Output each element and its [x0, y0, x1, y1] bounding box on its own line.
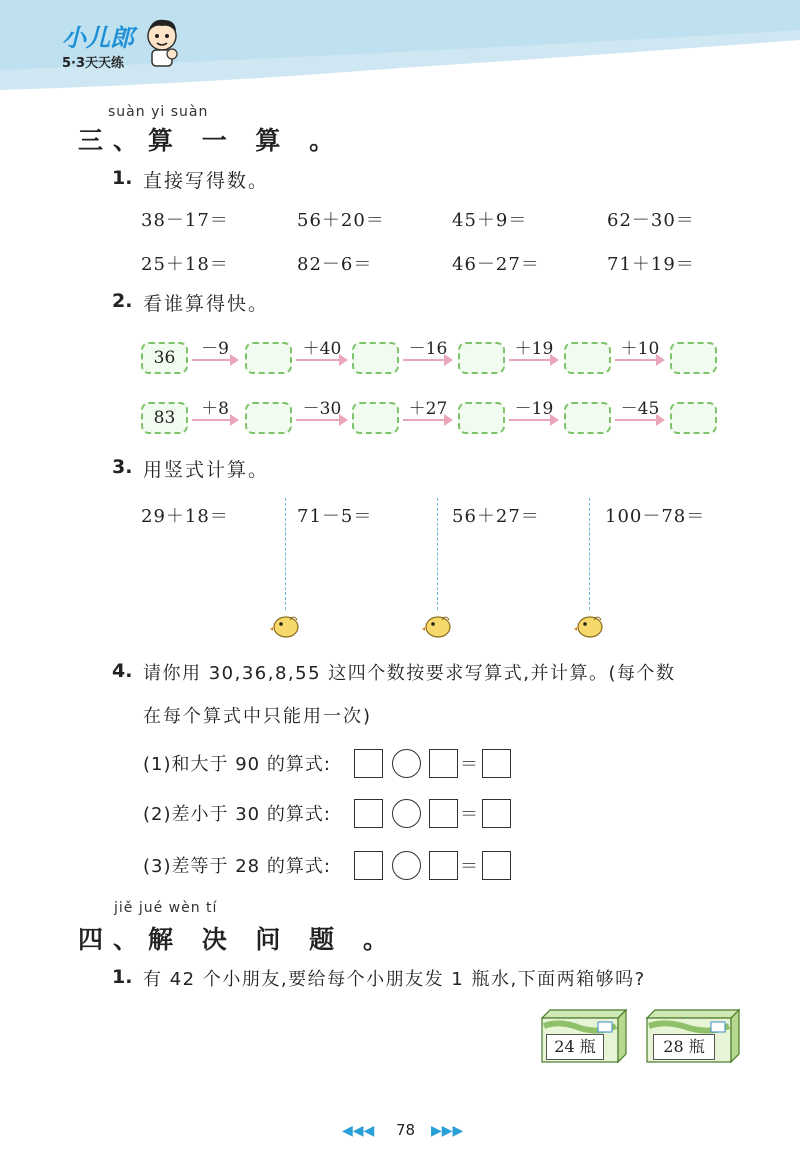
operator-circle[interactable]	[392, 851, 421, 880]
section3-title: 三、算 一 算 。	[78, 126, 345, 155]
operand-box[interactable]	[354, 749, 383, 778]
calc-expr: 45＋9＝	[452, 210, 528, 231]
page-number: 78	[396, 1121, 416, 1139]
chain1-op: －9	[201, 339, 229, 359]
next-arrows-icon: ▶▶▶	[431, 1123, 464, 1139]
answer-box[interactable]	[670, 342, 717, 374]
q3-number: 3.	[112, 456, 133, 478]
answer-box[interactable]	[245, 342, 292, 374]
chain-arrow	[296, 419, 346, 421]
answer-box[interactable]	[245, 402, 292, 434]
chain-arrow	[615, 359, 663, 361]
s4-q1-number: 1.	[112, 966, 133, 988]
result-box[interactable]	[482, 749, 511, 778]
result-box[interactable]	[482, 851, 511, 880]
q4-item-label: (1)和大于 90 的算式:	[143, 754, 331, 775]
calc-expr: 62－30＝	[607, 210, 695, 231]
chain-arrow	[509, 419, 557, 421]
chick-icon	[422, 610, 454, 640]
operand-box[interactable]	[429, 799, 458, 828]
chain2-start-box: 83	[141, 402, 188, 434]
section4-title: 四、解 决 问 题 。	[78, 925, 398, 954]
calc-expr: 46－27＝	[452, 254, 540, 275]
chain2-op: －19	[514, 399, 554, 419]
operator-circle[interactable]	[392, 799, 421, 828]
answer-box[interactable]	[352, 402, 399, 434]
chain-arrow	[296, 359, 346, 361]
water-box-1	[540, 1008, 628, 1064]
bottle-count-label: 28 瓶	[653, 1034, 715, 1060]
equals-sign: ＝	[460, 856, 479, 877]
vertical-calc-expr: 56＋27＝	[452, 506, 540, 527]
calc-expr: 38－17＝	[141, 210, 229, 231]
vertical-calc-expr: 71－5＝	[297, 506, 373, 527]
q4-text-line1: 请你用 30,36,8,55 这四个数按要求写算式,并计算。(每个数	[143, 663, 676, 684]
chain-arrow	[509, 359, 557, 361]
section4-pinyin: jiě jué wèn tí	[114, 900, 218, 916]
calc-expr: 25＋18＝	[141, 254, 229, 275]
operand-box[interactable]	[354, 851, 383, 880]
result-box[interactable]	[482, 799, 511, 828]
chain1-op: －16	[408, 339, 448, 359]
chain1-op: ＋10	[620, 339, 660, 359]
calc-expr: 71＋19＝	[607, 254, 695, 275]
chain-arrow	[192, 359, 237, 361]
logo-subtitle: 5·3天天练	[62, 56, 125, 71]
chain2-op: ＋8	[201, 399, 229, 419]
operand-box[interactable]	[354, 799, 383, 828]
operand-box[interactable]	[429, 749, 458, 778]
q2-text: 看谁算得快。	[143, 293, 270, 315]
answer-box[interactable]	[458, 402, 505, 434]
answer-box[interactable]	[564, 342, 611, 374]
chain2-op: ＋27	[408, 399, 448, 419]
q3-text: 用竖式计算。	[143, 459, 270, 481]
prev-arrows-icon: ◀◀◀	[342, 1123, 375, 1139]
chick-icon	[574, 610, 606, 640]
equals-sign: ＝	[460, 754, 479, 775]
chain2-op: －45	[620, 399, 660, 419]
chain2-op: －30	[302, 399, 342, 419]
s4-q1-text: 有 42 个小朋友,要给每个小朋友发 1 瓶水,下面两箱够吗?	[143, 969, 646, 990]
chain1-op: ＋19	[514, 339, 554, 359]
calc-expr: 56＋20＝	[297, 210, 385, 231]
operator-circle[interactable]	[392, 749, 421, 778]
chain1-op: ＋40	[302, 339, 342, 359]
section3-pinyin: suàn yi suàn	[108, 104, 209, 120]
calc-expr: 82－6＝	[297, 254, 373, 275]
q1-number: 1.	[112, 167, 133, 189]
q4-number: 4.	[112, 660, 133, 682]
operand-box[interactable]	[429, 851, 458, 880]
bottle-count-label: 24 瓶	[546, 1034, 604, 1060]
divider-line	[437, 498, 438, 610]
divider-line	[285, 498, 286, 610]
chain-arrow	[615, 419, 663, 421]
vertical-calc-expr: 100－78＝	[605, 506, 706, 527]
q4-item-label: (3)差等于 28 的算式:	[143, 856, 331, 877]
q4-text-line2: 在每个算式中只能用一次)	[143, 706, 373, 727]
chick-icon	[270, 610, 302, 640]
logo-title: 小儿郎	[62, 24, 134, 52]
answer-box[interactable]	[352, 342, 399, 374]
q1-text: 直接写得数。	[143, 170, 270, 192]
q4-item-label: (2)差小于 30 的算式:	[143, 804, 331, 825]
answer-box[interactable]	[670, 402, 717, 434]
equals-sign: ＝	[460, 804, 479, 825]
chain1-start-box: 36	[141, 342, 188, 374]
answer-box[interactable]	[458, 342, 505, 374]
divider-line	[589, 498, 590, 610]
vertical-calc-expr: 29＋18＝	[141, 506, 229, 527]
mascot-icon	[142, 16, 182, 68]
chain-arrow	[192, 419, 237, 421]
water-box-2	[645, 1008, 741, 1064]
q2-number: 2.	[112, 290, 133, 312]
chain-arrow	[403, 359, 451, 361]
chain-arrow	[403, 419, 451, 421]
answer-box[interactable]	[564, 402, 611, 434]
